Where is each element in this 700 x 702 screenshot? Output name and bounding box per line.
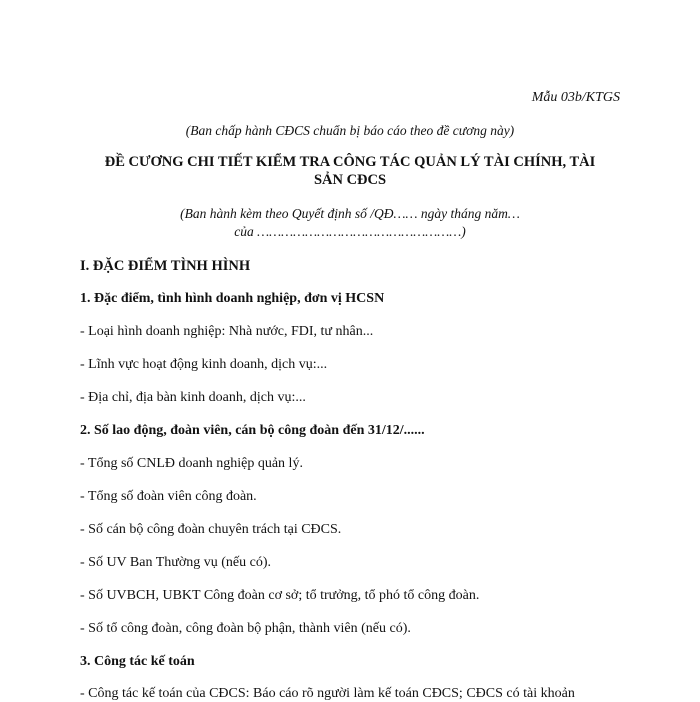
preparation-note: (Ban chấp hành CĐCS chuẩn bị báo cáo theo đề cương này) — [185, 123, 515, 138]
title-line-2: SẢN CĐCS — [313, 172, 387, 188]
subsection-heading: 2. Số lao động, đoàn viên, cán bộ công đoàn đến 31/12/...... — [80, 423, 425, 438]
form-code: Mẫu 03b/KTGS — [531, 90, 620, 105]
list-item: - Số cán bộ công đoàn chuyên trách tại CĐCS. — [80, 522, 342, 537]
issued-line-2: của ……………………………………………) — [234, 224, 466, 239]
list-item: - Số tổ công đoàn, công đoàn bộ phận, thành viên (nếu có). — [80, 621, 411, 636]
list-item: - Tổng số CNLĐ doanh nghiệp quản lý. — [80, 456, 303, 471]
subsection-heading: 3. Công tác kế toán — [80, 654, 195, 669]
document-title — [60, 153, 640, 189]
issued-line-1: (Ban hành kèm theo Quyết định số /QĐ…… ngày tháng năm… — [180, 206, 520, 221]
title-line-1: ĐỀ CƯƠNG CHI TIẾT KIỂM TRA CÔNG TÁC QUẢN LÝ TÀI CHÍNH, TÀI — [104, 154, 596, 170]
list-item: - Lĩnh vực hoạt động kinh doanh, dịch vụ:... — [80, 357, 328, 372]
section-heading: I. ĐẶC ĐIỂM TÌNH HÌNH — [80, 258, 251, 274]
list-item: - Loại hình doanh nghiệp: Nhà nước, FDI, tư nhân... — [80, 324, 374, 339]
list-item: - Số UVBCH, UBKT Công đoàn cơ sở; tổ trưởng, tổ phó tổ công đoàn. — [80, 588, 480, 603]
issued-note — [60, 205, 640, 241]
list-item: - Số UV Ban Thường vụ (nếu có). — [80, 555, 272, 570]
list-item: - Công tác kế toán của CĐCS: Báo cáo rõ người làm kế toán CĐCS; CĐCS có tài khoản — [80, 686, 575, 701]
list-item: - Tổng số đoàn viên công đoàn. — [80, 489, 257, 504]
subsection-heading: 1. Đặc điểm, tình hình doanh nghiệp, đơn vị HCSN — [80, 291, 385, 306]
list-item: - Địa chỉ, địa bàn kinh doanh, dịch vụ:... — [80, 390, 306, 405]
